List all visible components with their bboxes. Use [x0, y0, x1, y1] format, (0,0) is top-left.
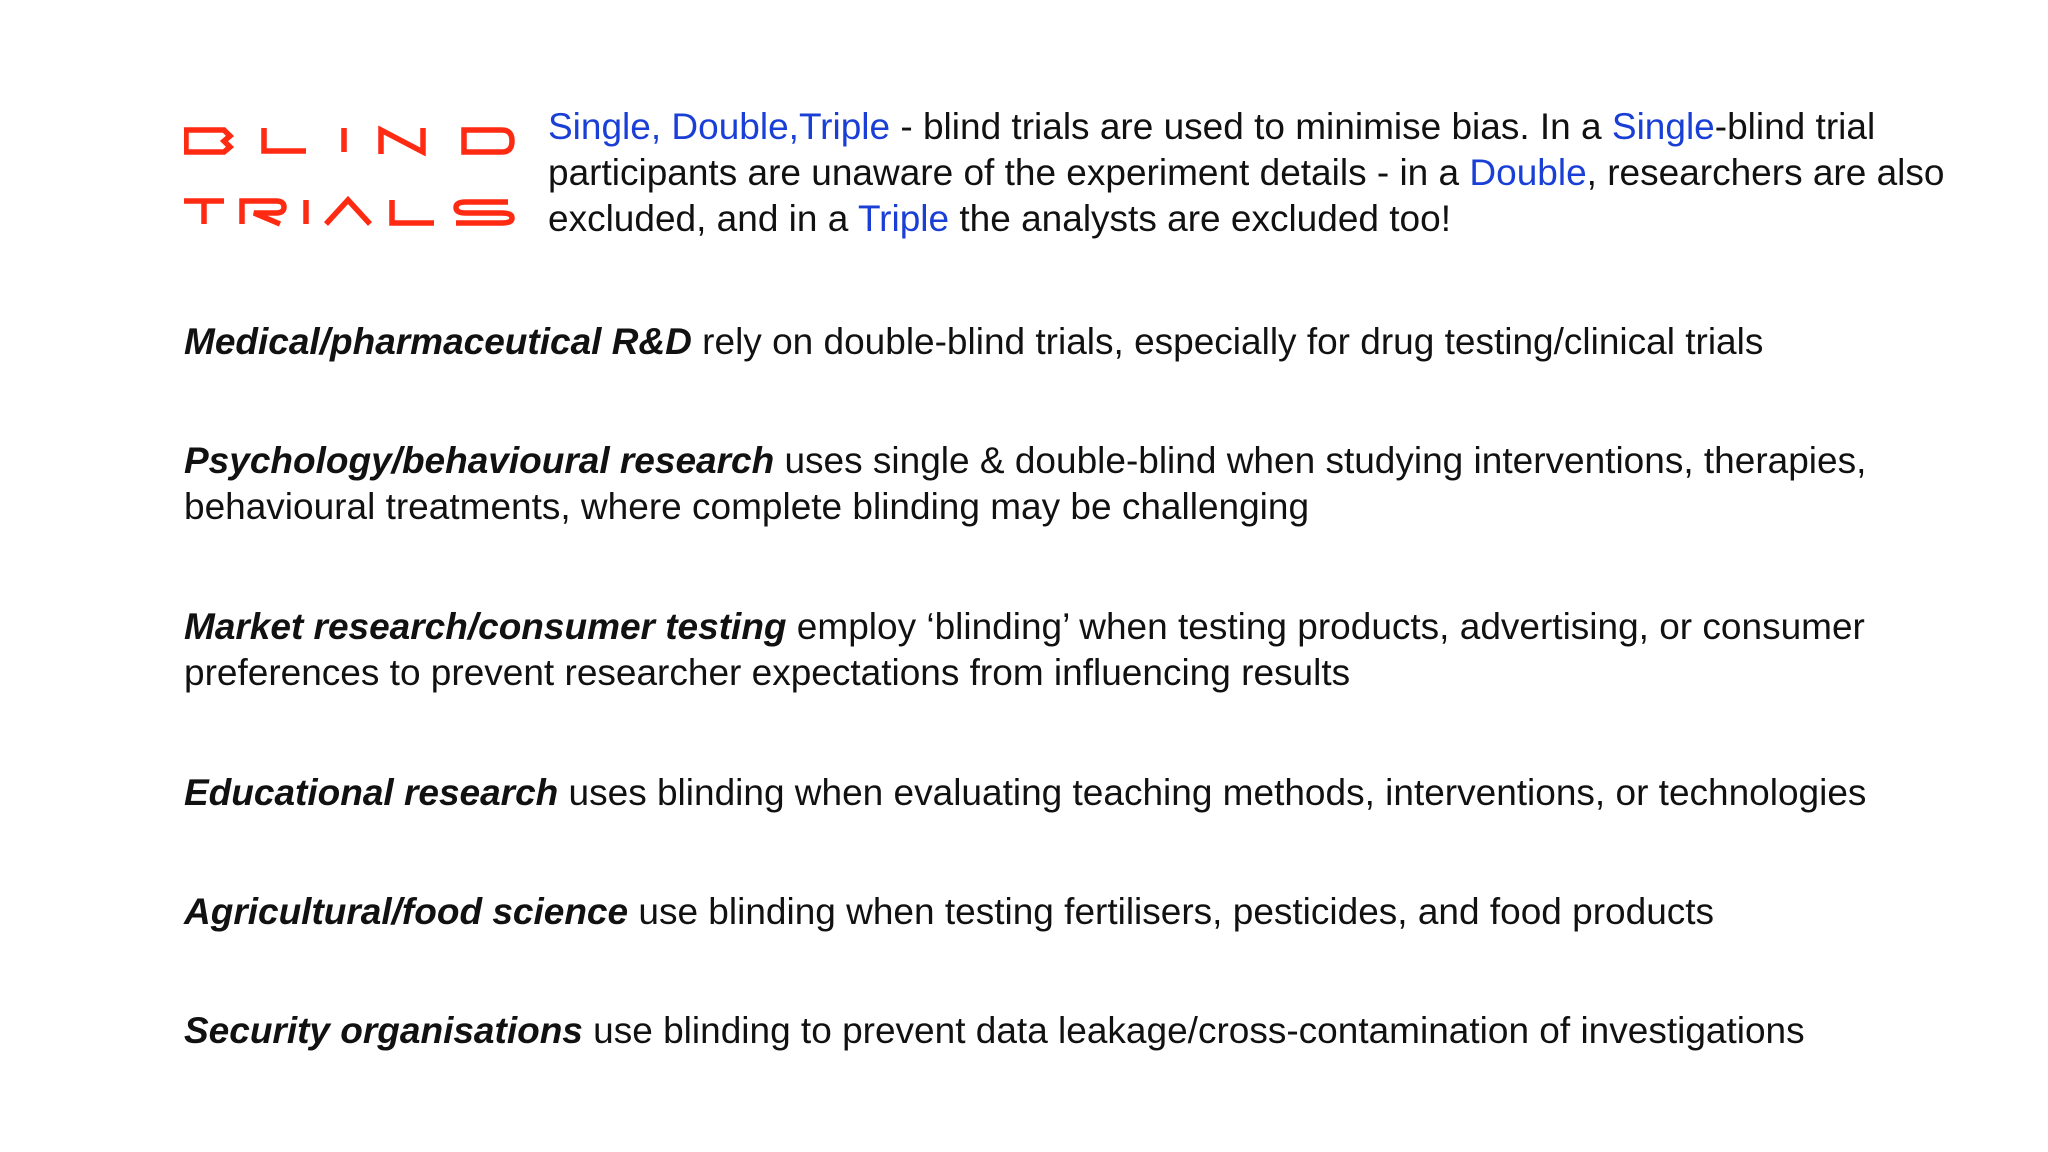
- intro-highlight-types: Single, Double,Triple: [548, 106, 891, 147]
- list-item-lead: Agricultural/food science: [184, 891, 629, 932]
- list-item-text: rely on double-blind trials, especially for drug testing/clinical trials: [691, 321, 1764, 362]
- list-item-text: use blinding to prevent data leakage/cross-contamination of investigations: [582, 1010, 1805, 1051]
- list-item: [184, 770, 2004, 816]
- intro-text-3: , researchers are also excluded, and in a: [548, 152, 1945, 239]
- intro-text-2: -blind trial participants are unaware of the experiment details - in a: [548, 106, 1876, 193]
- list-item-text: uses single & double-blind when studying interventions, therapies, behavioural treatments, where complete blinding may be challenging: [184, 440, 1867, 527]
- intro-highlight-triple: Triple: [857, 198, 950, 239]
- intro-paragraph: [548, 104, 1988, 242]
- intro-text-1: - blind trials are used to minimise bias. In a: [890, 106, 1612, 147]
- list-item-lead: Medical/pharmaceutical R&D: [184, 321, 692, 362]
- list-item-lead: Educational research: [184, 772, 559, 813]
- list-item: [184, 604, 2004, 696]
- intro-highlight-single: Single: [1611, 106, 1715, 147]
- list-item-text: use blinding when testing fertilisers, pesticides, and food products: [628, 891, 1715, 932]
- list-item: [184, 1008, 2004, 1054]
- list-item-lead: Market research/consumer testing: [184, 606, 787, 647]
- list-item-text: employ ‘blinding’ when testing products, advertising, or consumer preferences to prevent researcher expectations from influencing results: [184, 606, 1865, 693]
- blind-trials-logo: [184, 118, 518, 238]
- list-item-lead: Psychology/behavioural research: [184, 440, 775, 481]
- list-item: [184, 889, 2004, 935]
- blind-trials-logo-graphic: [184, 118, 518, 238]
- intro-highlight-double: Double: [1469, 152, 1587, 193]
- list-item-lead: Security organisations: [184, 1010, 583, 1051]
- list-item-text: uses blinding when evaluating teaching methods, interventions, or technologies: [558, 772, 1867, 813]
- list-item: [184, 319, 2004, 365]
- list-item: [184, 438, 2004, 530]
- intro-text-4: the analysts are excluded too!: [949, 198, 1451, 239]
